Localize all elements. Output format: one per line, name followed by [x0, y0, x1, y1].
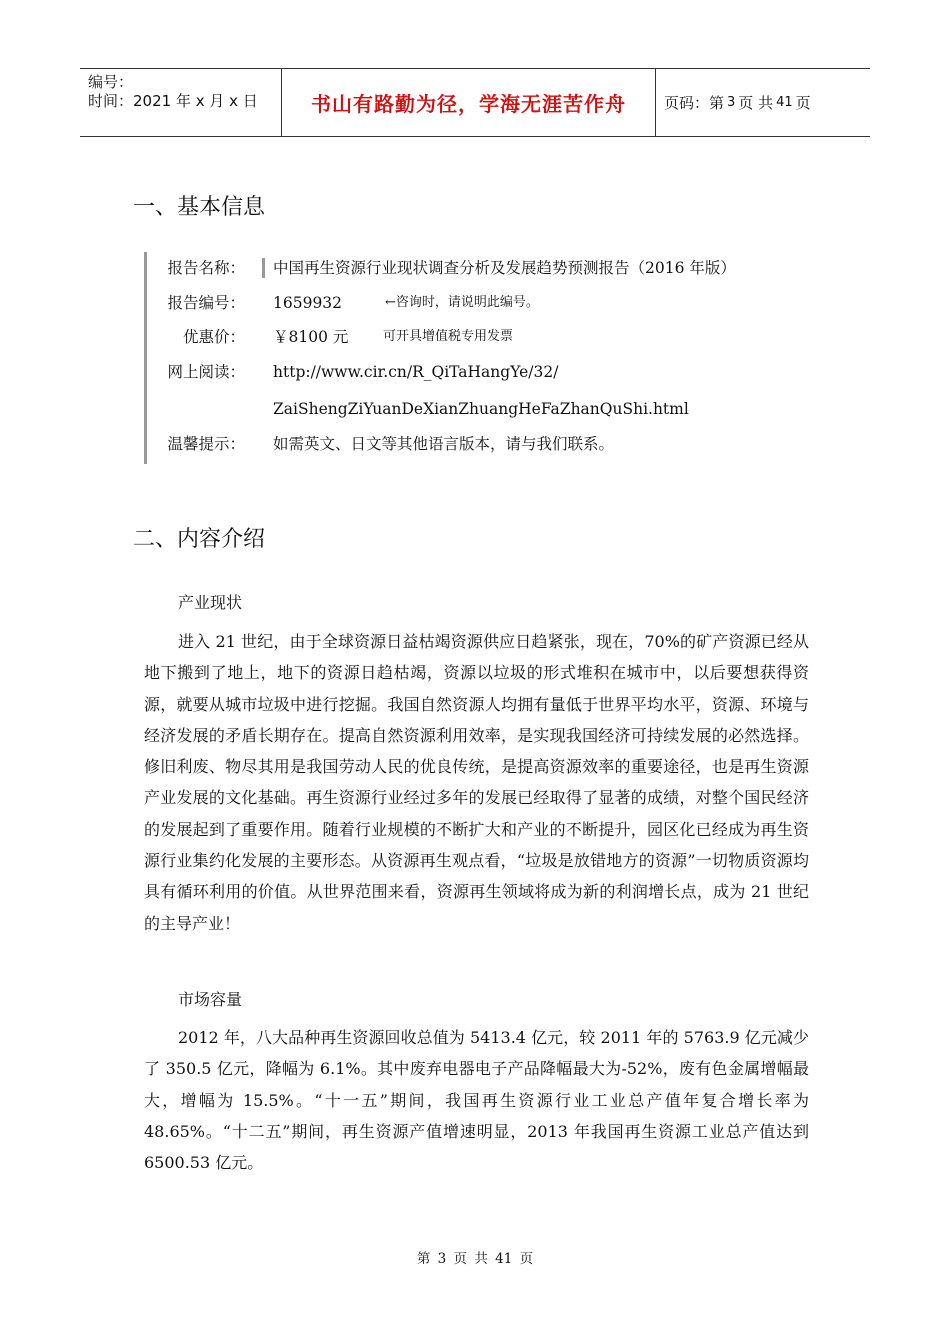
header-meta [80, 69, 282, 136]
info-label: 报告编号： [167, 294, 245, 312]
info-value: 如需英文、日文等其他语言版本，请与我们联系。 [273, 435, 615, 453]
header-page-total: 41 [776, 95, 793, 110]
header-page-indicator [656, 69, 870, 136]
info-note: ←咨询时，请说明此编号。 [385, 295, 539, 310]
info-note: 可开具增值税专用发票 [383, 329, 514, 344]
paragraph-market-capacity: 2012 年，八大品种再生资源回收总值为 5413.4 亿元，较 2011 年的 5763.9 亿元减少了 350.5 亿元，降幅为 6.1%。其中废弃电器电子产品降幅最大为-52%，废有色金属增幅最大，增幅为 15.5%。“十一五”期间，我国再生资源行业工业总产值年复合增长率为 48.65%。“十二五”期间，再生资源产值增速明显，2013 年我国再生资源工业总产值达到 6500.53 亿元。 [144, 1028, 809, 1173]
info-value: 中国再生资源行业现状调查分析及发展趋势预测报告（2016 年版） [262, 258, 736, 278]
online-read-link-cont[interactable]: ZaiShengZiYuanDeXianZhuangHeFaZhanQuShi.html [273, 400, 689, 418]
info-value: 1659932 [273, 294, 343, 312]
header-page-current: 3 [727, 95, 736, 110]
subhead-market-capacity: 市场容量 [178, 990, 243, 1009]
header-page-mid: 页 共 [738, 94, 774, 112]
info-label: 报告名称： [167, 259, 245, 277]
page-header [80, 68, 870, 137]
basic-info-box [144, 252, 787, 464]
header-number-label: 编号： [88, 73, 134, 91]
header-page-suffix: 页 [795, 94, 811, 112]
header-page-prefix: 页码：第 [664, 94, 725, 112]
online-read-link[interactable]: http://www.cir.cn/R_QiTaHangYe/32/ [273, 363, 559, 381]
section-title-content-intro: 二、内容介绍 [133, 527, 266, 552]
page-footer: 第 3 页 共 41 页 [416, 1251, 534, 1267]
header-motto: 书山有路勤为径，学海无涯苦作舟 [282, 69, 656, 136]
info-label: 温馨提示： [167, 435, 245, 453]
subhead-industry-status: 产业现状 [178, 593, 243, 612]
section-title-basic-info: 一、基本信息 [133, 195, 266, 220]
header-time-label: 时间：2021 年 x 月 x 日 [88, 92, 258, 110]
paragraph-industry-status: 进入 21 世纪，由于全球资源日益枯竭资源供应日趋紧张，现在，70%的矿产资源已经从地下搬到了地上，地下的资源日趋枯竭，资源以垃圾的形式堆积在城市中，以后要想获得资源，就要从城市垃圾中进行挖掘。我国自然资源人均拥有量低于世界平均水平，资源、环境与经济发展的矛盾长期存在。提高自然资源利用效率，是实现我国经济可持续发展的必然选择。修旧利废、物尽其用是我国劳动人民的优良传统，是提高资源效率的重要途径，也是再生资源产业发展的文化基础。再生资源行业经过多年的发展已经取得了显著的成绩，对整个国民经济的发展起到了重要作用。随着行业规模的不断扩大和产业的不断提升，园区化已经成为再生资源行业集约化发展的主要形态。从资源再生观点看，“垃圾是放错地方的资源”一切物质资源均具有循环利用的价值。从世界范围来看，资源再生领域将成为新的利润增长点，成为 21 世纪的主导产业！ [144, 632, 809, 933]
info-label: 网上阅读： [167, 363, 245, 381]
info-label: 优惠价： [182, 328, 245, 346]
info-value: ￥8100 元 [273, 328, 349, 346]
